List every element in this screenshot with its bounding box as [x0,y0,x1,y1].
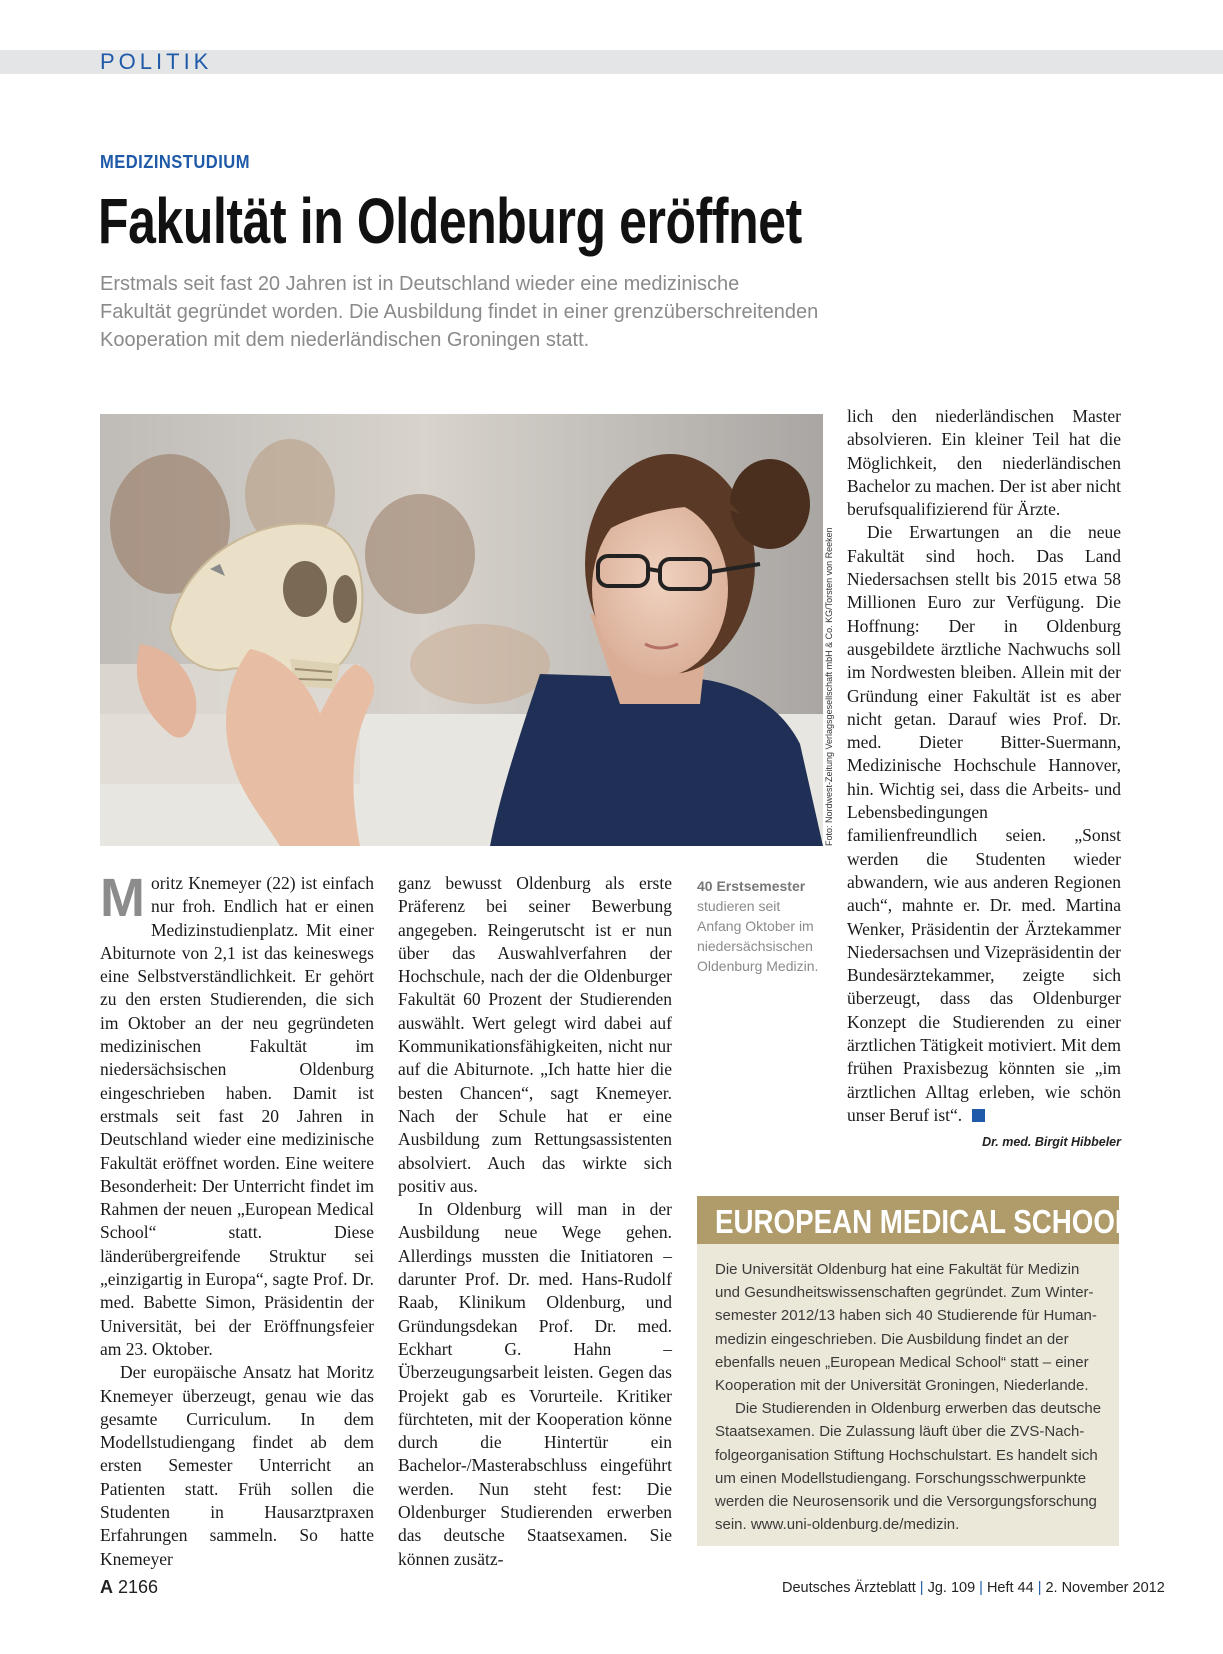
article-column-2 [398,872,672,1571]
info-line: sein. www.uni-oldenburg.de/medizin. [715,1516,960,1534]
info-line: Staatsexamen. Die Zulassung läuft über die ZVS-Nach- [715,1423,1085,1441]
info-line: ebenfalls neuen „European Medical School“ statt – einer [715,1353,1089,1371]
section-label: POLITIK [100,49,213,74]
lead-line: Fakultät gegründet worden. Die Ausbildung findet in einer grenzüberschreitenden [100,301,819,323]
info-line: werden die Neurosensorik und die Versorgungsforschung [715,1493,1097,1511]
paragraph: Die Erwartungen an die neue Fakultät sind hoch. Das Land Niedersachsen stellt bis 2015 etwa 58 Millionen Euro zur Verfügung. Die Hoffnung: Der in Oldenburg ausgebildete ärztliche Nachwuchs soll im Nordwesten bleiben. Allein mit der Gründung einer Fakultät ist es aber nicht getan. Darauf wies Prof. Dr. med. Dieter Bitter-Suermann, Medizinische Hochschule Hannover, hin. Wichtig sei, dass die Arbeits- und Lebensbedingungen familienfreundlich seien. „Sonst werden die Studenten wieder abwandern, wie aus anderen Regionen auch“, mahnte er. Dr. med. Martina Wenker, Präsidentin der Ärztekammer Niedersachsen und Vizepräsidentin der Bundesärztekammer, zeigte sich überzeugt, dass das Oldenburger Konzept die Studierenden zu einer ärztlichen Tätigkeit motiviert. Mit dem frühen Praxisbezug könnten sie „im ärztlichen Alltag erleben, wie schön unser Beruf ist“. [847,522,1121,1125]
info-paragraph [715,1258,1103,1397]
journal-date: 2. November 2012 [1045,1580,1165,1596]
info-line: folgeorganisation Stiftung Hochschulstart. Es handelt sich [715,1446,1098,1464]
article-kicker: MEDIZINSTUDIUM [100,152,250,172]
info-line: Kooperation mit der Universität Groningen, Niederlande. [715,1377,1089,1395]
article-column-3 [847,405,1121,1127]
page-number [100,1577,158,1598]
journal-issue: Heft 44 [986,1580,1034,1596]
footer-separator: | [979,1580,983,1596]
photo-caption [697,876,827,976]
lead-line: Kooperation mit dem niederländischen Groningen statt. [100,329,590,351]
info-line: semester 2012/13 haben sich 40 Studierende für Human- [715,1307,1097,1325]
article-byline: Dr. med. Birgit Hibbeler [982,1135,1121,1149]
info-line: Die Universität Oldenburg hat eine Fakultät für Medizin [715,1261,1080,1278]
info-box-title: EUROPEAN MEDICAL SCHOOL [715,1203,1132,1240]
paragraph: ganz bewusst Oldenburg als erste Präferenz bei seiner Bewerbung angegeben. Reingerutscht ist er nun über das Auswahlverfahren der Hochschule, nach der die Oldenburger Fakultät 60 Prozent der Studierenden auswählt. Wert gelegt wird dabei auf Kommunikationsfähigkeiten, nicht nur auf die Abiturnote. „Ich hatte hier die besten Chancen“, sagt Knemeyer. Nach der Schule hat er eine Ausbildung zum Rettungsassistenten absolviert. Auch das wirkte sich positiv aus. [398,873,672,1196]
info-box-header [697,1196,1132,1244]
journal-volume: Jg. 109 [927,1580,976,1596]
photo-image [100,414,823,846]
article-headline: Fakultät in Oldenburg eröffnet [98,185,802,257]
paragraph: lich den niederländischen Master absolvieren. Ein kleiner Teil hat die Möglichkeit, den niederländischen Bachelor zu machen. Der ist aber nicht berufsqualifizierend für Ärzte. [847,406,1121,520]
end-mark-icon [972,1109,985,1122]
lead-line: Erstmals seit fast 20 Jahren ist in Deutschland wieder eine medizinische [100,273,740,295]
info-paragraph [715,1397,1103,1536]
footer-separator: | [919,1580,924,1596]
info-line: Die Studierenden in Oldenburg erwerben das deutsche [735,1400,1102,1418]
info-box-body [715,1258,1103,1536]
info-line: und Gesundheitswissenschaften gegründet. Zum Winter- [715,1284,1094,1302]
caption-text: studieren seit Anfang Oktober im niedersächsischen Oldenburg Medizin. [697,898,819,974]
article-lead [100,270,960,354]
journal-footer [782,1580,1165,1596]
photo-credit: Foto: Nordwest-Zeitung Verlagsgesellschaft mbH & Co. KG/Torsten von Reeken [824,527,834,846]
caption-title: 40 Erstsemester [697,878,806,894]
paragraph: oritz Knemeyer (22) ist einfach nur froh. Endlich hat er einen Medizinstudienplatz. Mit einer Abiturnote von 2,1 ist das keineswegs eine Selbstverständlichkeit. Er gehört zu den ersten Studierenden, die sich im Oktober an der neu gegründeten medizinischen Fakultät im niedersächsischen Oldenburg eingeschrieben haben. Damit ist erstmals seit fast 20 Jahren in Deutschland wieder eine medizinische Fakultät eröffnet worden. Eine weitere Besonderheit: Der Unterricht findet im Rahmen der neuen „European Medical School“ statt. Diese länderübergreifende Struktur sei „einzigartig in Europa“, sagte Prof. Dr. med. Babette Simon, Präsidentin der Universität, bei der Eröffnungsfeier am 23. Oktober. [100,873,374,1359]
info-line: medizin eingeschrieben. Die Ausbildung findet an der [715,1330,1069,1348]
page-letter: A [100,1577,113,1597]
info-box [697,1196,1132,1546]
journal-name: Deutsches Ärzteblatt [782,1580,916,1596]
page-number-value: 2166 [118,1577,159,1597]
drop-cap: M [100,868,145,928]
article-photo [100,414,823,846]
article-column-1 [100,868,374,1571]
info-line: um einen Modellstudiengang. Forschungsschwerpunkte [715,1469,1087,1487]
paragraph: In Oldenburg will man in der Ausbildung neue Wege gehen. Allerdings mussten die Initiatoren – darunter Prof. Dr. med. Hans-Rudolf Raab, Klinikum Oldenburg, und Gründungsdekan Prof. Dr. med. Eckhart G. Hahn – Überzeugungsarbeit leisten. Gegen das Projekt gab es Vorurteile. Kritiker fürchteten, mit der Kooperation könne durch die Hintertür ein Bachelor-/Masterabschluss eingeführt werden. Nun steht fest: Die Oldenburger Studierenden erwerben das deutsche Staatsexamen. Sie können zusätz- [398,1199,672,1569]
footer-separator: | [1037,1580,1042,1596]
paragraph: Der europäische Ansatz hat Moritz Knemeyer überzeugt, genau wie das gesamte Curriculum. In dem Modellstudiengang findet ab dem ersten Semester Unterricht an Patienten statt. Früh sollen die Studenten in Hausarztpraxen Erfahrungen sammeln. So hatte Knemeyer [100,1362,374,1569]
